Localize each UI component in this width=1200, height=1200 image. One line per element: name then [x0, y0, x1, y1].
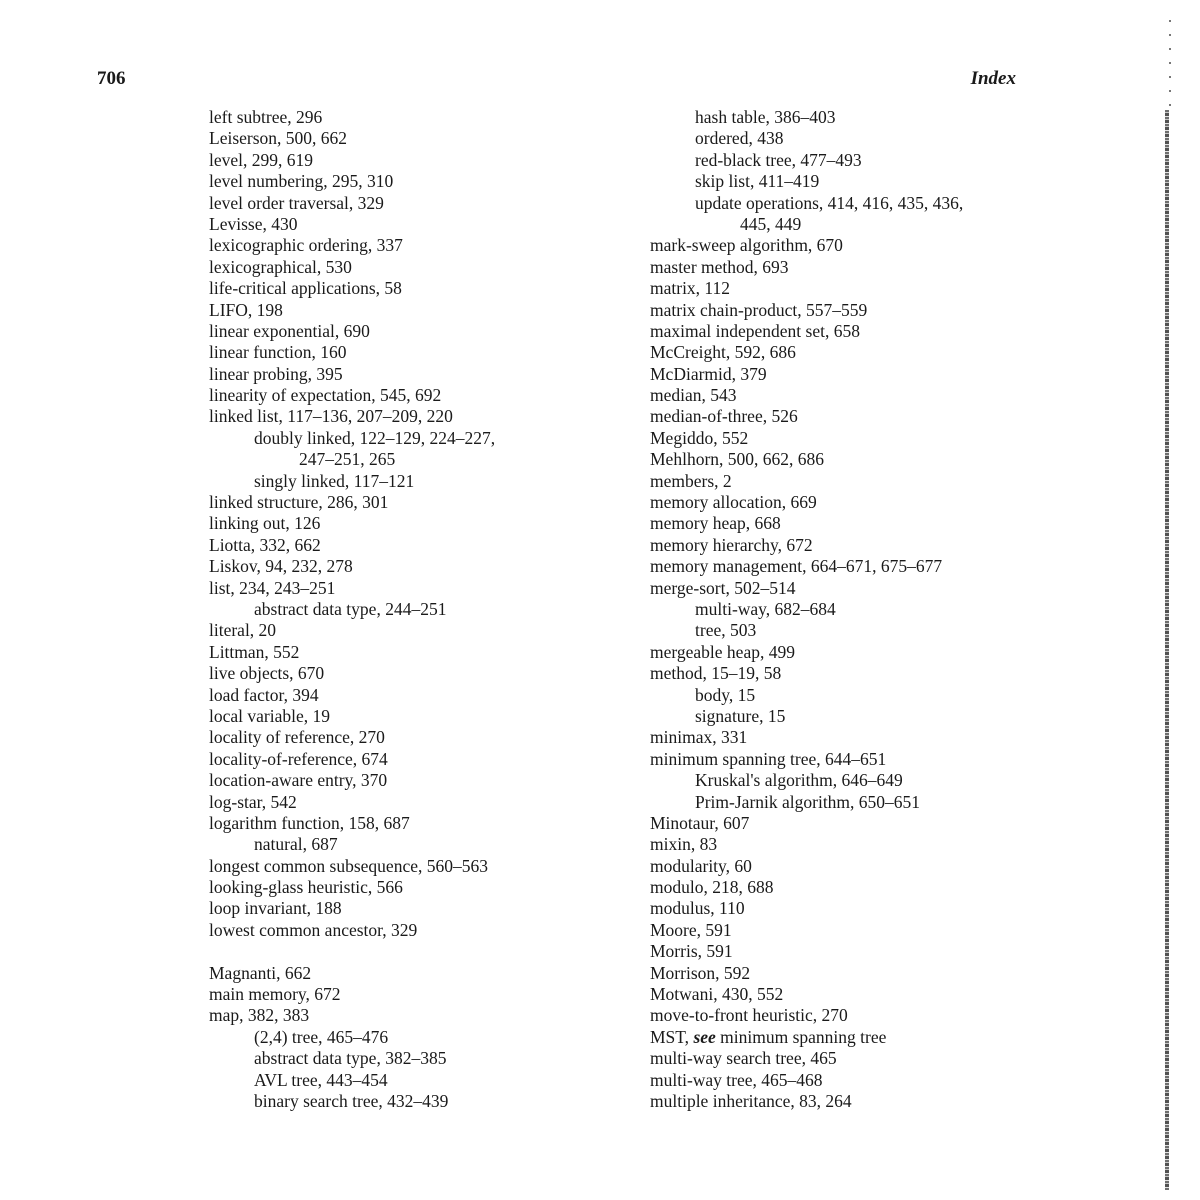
index-subentry: Kruskal's algorithm, 646–649: [695, 770, 903, 791]
index-entry: modulus, 110: [650, 898, 745, 919]
index-subentry: body, 15: [695, 684, 756, 705]
index-entry: matrix chain-product, 557–559: [650, 299, 868, 320]
index-entry: Minotaur, 607: [650, 812, 750, 833]
index-entry: Levisse, 430: [209, 213, 298, 234]
index-subentry: abstract data type, 244–251: [254, 598, 447, 619]
see-reference: see: [693, 1026, 716, 1047]
index-entry: multi-way search tree, 465: [650, 1048, 837, 1069]
index-entry: mergeable heap, 499: [650, 641, 795, 662]
mst-entry-term: MST,: [650, 1026, 694, 1047]
index-entry: modulo, 218, 688: [650, 877, 774, 898]
index-entry: members, 2: [650, 470, 732, 491]
index-entry: Liskov, 94, 232, 278: [209, 556, 353, 577]
index-subentry: ordered, 438: [695, 128, 784, 149]
index-entry: linked structure, 286, 301: [209, 492, 389, 513]
index-entry: memory heap, 668: [650, 513, 781, 534]
index-section-gap: [209, 941, 619, 962]
index-entry: matrix, 112: [650, 278, 731, 299]
index-entry: list, 234, 243–251: [209, 577, 336, 598]
index-entry: life-critical applications, 58: [209, 278, 402, 299]
index-subentry: multi-way, 682–684: [695, 598, 836, 619]
index-entry: loop invariant, 188: [209, 898, 342, 919]
index-entry: log-star, 542: [209, 791, 297, 812]
index-entry: linearity of expectation, 545, 692: [209, 385, 442, 406]
mst-entry-target: minimum spanning tree: [715, 1026, 887, 1047]
index-entry: Leiserson, 500, 662: [209, 128, 348, 149]
index-entry: lexicographic ordering, 337: [209, 235, 403, 256]
index-entry: Liotta, 332, 662: [209, 534, 321, 555]
index-subentry: (2,4) tree, 465–476: [254, 1026, 389, 1047]
index-entry: move-to-front heuristic, 270: [650, 1005, 848, 1026]
index-entry: method, 15–19, 58: [650, 663, 782, 684]
index-entry: Magnanti, 662: [209, 962, 312, 983]
index-entry: maximal independent set, 658: [650, 320, 860, 341]
index-subentry: 247–251, 265: [299, 449, 396, 470]
index-entry: left subtree, 296: [209, 107, 323, 127]
index-entry: Mehlhorn, 500, 662, 686: [650, 449, 825, 470]
index-subentry: Prim-Jarnik algorithm, 650–651: [695, 791, 921, 812]
index-subentry: signature, 15: [695, 705, 786, 726]
index-entry-mst: [650, 1027, 1070, 1048]
index-entry: lexicographical, 530: [209, 256, 352, 277]
index-entry: median-of-three, 526: [650, 406, 798, 427]
index-subentry: binary search tree, 432–439: [254, 1090, 449, 1111]
index-entry: locality of reference, 270: [209, 727, 385, 748]
index-entry: multi-way tree, 465–468: [650, 1069, 823, 1090]
index-entry: level, 299, 619: [209, 149, 314, 170]
index-entry: main memory, 672: [209, 984, 341, 1005]
index-entry: McCreight, 592, 686: [650, 342, 796, 363]
index-subentry: AVL tree, 443–454: [254, 1069, 388, 1090]
index-entry: memory allocation, 669: [650, 492, 817, 513]
index-entry: minimax, 331: [650, 727, 748, 748]
index-entry: literal, 20: [209, 620, 277, 641]
index-entry: median, 543: [650, 385, 737, 406]
index-entry: local variable, 19: [209, 705, 330, 726]
running-head: Index: [970, 68, 1016, 89]
index-subentry: natural, 687: [254, 834, 338, 855]
index-subentry: update operations, 414, 416, 435, 436,: [695, 192, 964, 213]
page-number: 706: [97, 68, 126, 89]
index-subentry: singly linked, 117–121: [254, 470, 415, 491]
index-entry: lowest common ancestor, 329: [209, 919, 418, 940]
index-entry: Littman, 552: [209, 641, 300, 662]
index-entry: Megiddo, 552: [650, 427, 749, 448]
index-entry: memory hierarchy, 672: [650, 534, 813, 555]
index-entry: locality-of-reference, 674: [209, 748, 388, 769]
index-column-right: [650, 107, 1070, 1112]
index-entry: level numbering, 295, 310: [209, 171, 394, 192]
index-entry: live objects, 670: [209, 663, 325, 684]
index-entry: multiple inheritance, 83, 264: [650, 1090, 852, 1111]
index-entry: Motwani, 430, 552: [650, 984, 784, 1005]
index-entry: modularity, 60: [650, 855, 752, 876]
index-entry: Morrison, 592: [650, 962, 751, 983]
index-entry: linking out, 126: [209, 513, 321, 534]
index-entry: mark-sweep algorithm, 670: [650, 235, 843, 256]
index-subentry: abstract data type, 382–385: [254, 1048, 447, 1069]
index-entry: linear function, 160: [209, 342, 347, 363]
index-entry: mixin, 83: [650, 834, 718, 855]
index-entry: linked list, 117–136, 207–209, 220: [209, 406, 453, 427]
index-entry: Moore, 591: [650, 919, 732, 940]
index-entry: longest common subsequence, 560–563: [209, 855, 488, 876]
index-subentry: skip list, 411–419: [695, 171, 820, 192]
index-entry: Morris, 591: [650, 941, 733, 962]
index-entry: LIFO, 198: [209, 299, 283, 320]
index-entry: load factor, 394: [209, 684, 319, 705]
index-entry: memory management, 664–671, 675–677: [650, 556, 943, 577]
index-subentry: hash table, 386–403: [695, 107, 836, 127]
index-subentry: 445, 449: [740, 213, 802, 234]
index-entry: level order traversal, 329: [209, 192, 384, 213]
index-entry: map, 382, 383: [209, 1005, 310, 1026]
scan-edge-marks: [1169, 20, 1171, 110]
index-entry: linear probing, 395: [209, 363, 343, 384]
index-entry: minimum spanning tree, 644–651: [650, 748, 887, 769]
index-column-left: [209, 107, 619, 1112]
index-entry: logarithm function, 158, 687: [209, 812, 410, 833]
index-entry: master method, 693: [650, 256, 789, 277]
scan-binding-edge: [1165, 110, 1169, 1190]
index-entry: McDiarmid, 379: [650, 363, 767, 384]
index-entry: merge-sort, 502–514: [650, 577, 796, 598]
index-subentry: tree, 503: [695, 620, 757, 641]
index-entry: looking-glass heuristic, 566: [209, 877, 403, 898]
index-entry: linear exponential, 690: [209, 320, 370, 341]
index-subentry: red-black tree, 477–493: [695, 149, 862, 170]
index-entry: location-aware entry, 370: [209, 770, 388, 791]
index-subentry: doubly linked, 122–129, 224–227,: [254, 427, 496, 448]
